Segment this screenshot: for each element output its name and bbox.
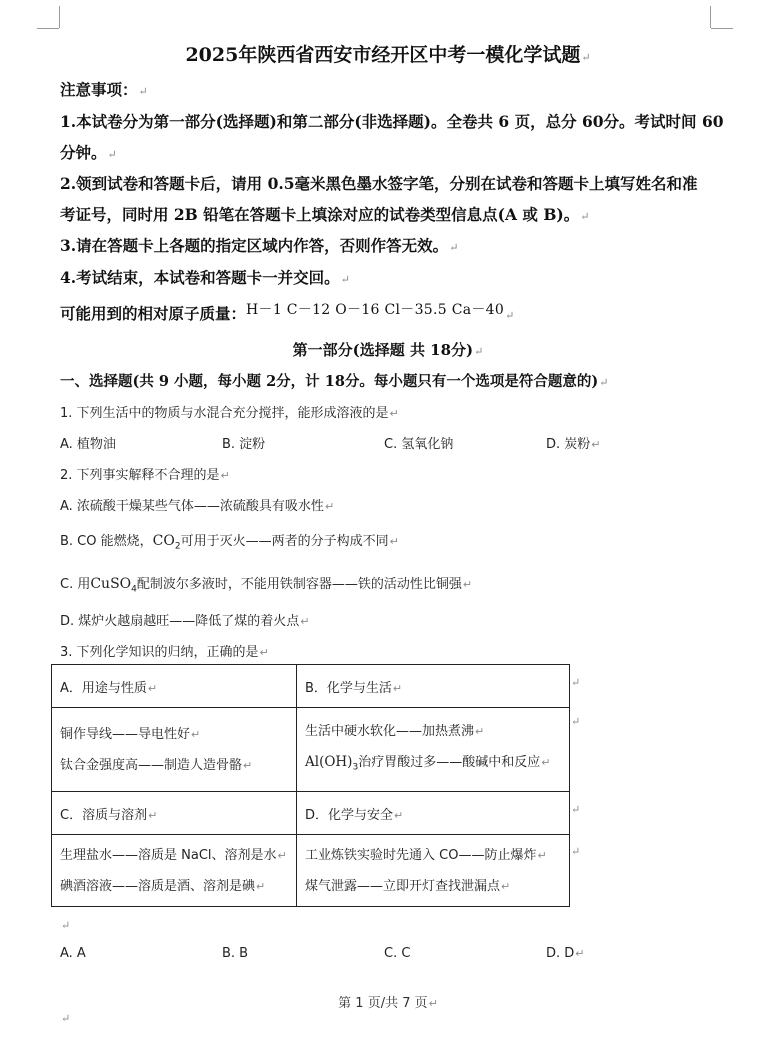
question-3-option-c: C. C <box>384 946 411 961</box>
atomic-mass-line: 可能用到的相对原子质量：H－1 C－12 O－16 Cl－35.5 Ca－40↵ <box>60 302 515 323</box>
table-cell-b-content <box>297 708 570 792</box>
question-3-table <box>51 664 570 907</box>
aloh3-formula: Al(OH) <box>305 753 353 770</box>
notice-line-5: 3.请在答题卡上各题的指定区域内作答，否则作答无效。↵ <box>60 236 459 255</box>
table-d-line-1: 工业炼铁实验时先通入 CO——防止爆炸↵ <box>305 847 547 863</box>
crop-mark-top-left-vertical <box>59 6 60 28</box>
question-3-stem: 3. 下列化学知识的归纳，正确的是↵ <box>60 645 269 660</box>
table-cell-b-heading: B．化学与生活↵ <box>297 665 570 708</box>
question-2-option-c: C. 用CuSO$_4$配制波尔多液时，不能用铁制容器——铁的活动性比铜强↵ <box>60 576 473 595</box>
notice-line-6: 4.考试结束，本试卷和答题卡一并交回。↵ <box>60 268 350 287</box>
table-b-line-2: $Al(OH)_3$治疗胃酸过多——酸碱中和反应↵ <box>305 753 551 773</box>
table-a-line-1: 铜作导线——导电性好↵ <box>60 726 201 742</box>
document-title: 2025年陕西省西安市经开区中考一模化学试题↵ <box>185 44 591 66</box>
notice-line-3: 2.领到试卷和答题卡后，请用 0.5毫米黑色墨水签字笔，分别在试卷和答题卡上填写姓名和准 <box>60 174 698 193</box>
table-cell-d-content <box>297 835 570 907</box>
crop-mark-top-right-horizontal <box>711 28 733 29</box>
question-2-option-a: A. 浓硫酸干燥某些气体——浓硫酸具有吸水性↵ <box>60 499 335 514</box>
table-c-line-1: 生理盐水——溶质是 NaCl、溶剂是水↵ <box>60 847 287 863</box>
table-cell-c-content <box>52 835 297 907</box>
table-a-line-2: 钛合金强度高——制造人造骨骼↵ <box>60 757 253 773</box>
question-3-option-a: A. A <box>60 946 86 961</box>
notice-line-1: 1.本试卷分为第一部分(选择题)和第二部分(非选择题)。全卷共 6 页，总分 60分。考试时间 60 <box>60 112 724 131</box>
table-row-end-mark: ↵ <box>571 845 581 858</box>
page-footer: 第 1 页/共 7 页↵ <box>338 996 438 1011</box>
table-d-line-2: 煤气泄露——立即开灯查找泄漏点↵ <box>305 878 511 894</box>
section-title: 第一部分(选择题 共 18分)↵ <box>292 341 484 359</box>
question-1-option-a: A. 植物油 <box>60 437 116 452</box>
crop-mark-top-left-horizontal <box>37 28 59 29</box>
cuso4-formula: CuSO <box>90 576 132 592</box>
table-row-end-mark: ↵ <box>571 715 581 728</box>
notice-heading: 注意事项：↵ <box>60 80 148 99</box>
table-cell-a-content <box>52 708 297 792</box>
table-c-line-2: 碘酒溶液——溶质是酒、溶剂是碘↵ <box>60 878 266 894</box>
crop-mark-top-right-vertical <box>710 6 711 28</box>
paragraph-mark: ↵ <box>61 1012 71 1025</box>
table-row-end-mark: ↵ <box>571 676 581 689</box>
question-2-option-d: D. 煤炉火越扇越旺——降低了煤的着火点↵ <box>60 614 310 629</box>
paragraph-mark: ↵ <box>61 919 71 932</box>
part-heading: 一、选择题(共 9 小题，每小题 2分，计 18分。每小题只有一个选项是符合题意的)↵ <box>60 373 609 390</box>
table-cell-d-heading: D．化学与安全↵ <box>297 792 570 835</box>
co2-formula: CO <box>152 533 175 549</box>
question-1-option-d: D. 炭粉↵ <box>546 437 601 452</box>
table-cell-a-heading: A．用途与性质↵ <box>52 665 297 708</box>
table-row-end-mark: ↵ <box>571 803 581 816</box>
notice-line-4: 考证号，同时用 2B 铅笔在答题卡上填涂对应的试卷类型信息点(A 或 B)。↵ <box>60 205 590 224</box>
question-2-option-b: B. CO 能燃烧，$CO_2$可用于灭火——两者的分子构成不同↵ <box>60 533 399 552</box>
question-1-option-c: C. 氢氧化钠 <box>384 437 454 452</box>
notice-line-2: 分钟。↵ <box>60 143 117 162</box>
question-2-stem: 2. 下列事实解释不合理的是↵ <box>60 468 230 483</box>
question-1-option-b: B. 淀粉 <box>222 437 266 452</box>
question-3-option-d: D. D↵ <box>546 946 585 961</box>
atomic-mass-values: H－1 C－12 O－16 Cl－35.5 Ca－40 <box>246 302 505 318</box>
table-b-line-1: 生活中硬水软化——加热煮沸↵ <box>305 723 485 739</box>
table-cell-c-heading: C．溶质与溶剂↵ <box>52 792 297 835</box>
question-3-option-b: B. B <box>222 946 249 961</box>
question-1-stem: 1. 下列生活中的物质与水混合充分搅拌，能形成溶液的是↵ <box>60 406 399 421</box>
